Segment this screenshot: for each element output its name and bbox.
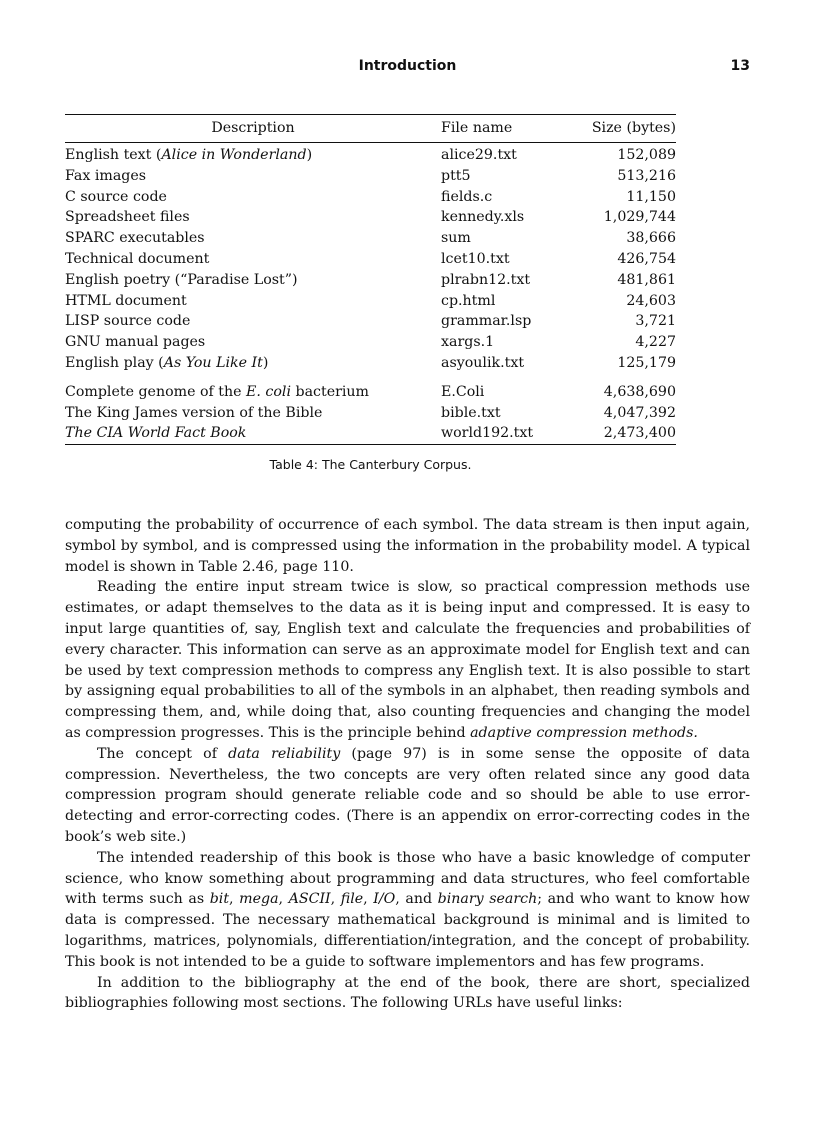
- description-italic: The CIA World Fact Book: [65, 425, 247, 442]
- cell-size: 125,179: [617, 354, 676, 371]
- description-italic: Alice in Wonderland: [161, 147, 307, 163]
- description-text: SPARC executables: [65, 230, 205, 247]
- cell-file-name: lcet10.txt: [441, 250, 510, 267]
- cell-file-name: plrabn12.txt: [441, 271, 531, 288]
- cell-size: 513,216: [617, 167, 676, 184]
- cell-size: 152,089: [617, 147, 676, 163]
- description-text: Fax images: [65, 167, 147, 184]
- table-row: [65, 207, 676, 228]
- page-number: 13: [730, 58, 750, 74]
- cell-file-name: grammar.lsp: [441, 313, 532, 330]
- table-row: [65, 332, 676, 353]
- term-ascii: ASCII: [288, 891, 331, 908]
- table-group-2: [65, 382, 676, 445]
- table-row: [65, 143, 676, 166]
- table-row: [65, 249, 676, 270]
- paragraph-4: [65, 848, 750, 973]
- paragraph-2-text: Reading the entire input stream twice is slow, so practical compression methods use estimates, or adapt themselves to the data as it is being input and compressed. It is easy to input large quantities of, say, English text and calculate the frequencies and probabilities of every character. This information can serve as an approximate model for English text and can be used by text compression methods to compress any English text. It is also possible to start by assigning equal probabilities to all of the symbols in an alphabet, then reading symbols and compressing them, and, while doing that, also counting frequencies and changing the model as compression progresses. This is the principle behind: [65, 579, 750, 741]
- cell-file-name: world192.txt: [441, 425, 534, 442]
- paragraph-3-text-b: (page 97) is in some sense the opposite of data compression. Nevertheless, the two concepts are very often related since any good data compression program should generate reliable code and so should be able to use error-detecting and error-correcting codes. (There is an appendix on error-correcting codes in the book’s web site.): [65, 745, 750, 845]
- cell-description: [65, 332, 441, 353]
- cell-size: 481,861: [617, 271, 676, 288]
- cell-description: [65, 270, 441, 291]
- table-row: [65, 423, 676, 444]
- cell-description: [65, 291, 441, 312]
- chapter-title: Introduction: [358, 58, 457, 74]
- cell-description: [65, 423, 441, 444]
- cell-file-name: ptt5: [441, 167, 471, 184]
- description-text: English poetry (“Paradise Lost”): [65, 271, 298, 288]
- cell-file-name: bible.txt: [441, 404, 501, 421]
- cell-file-name: cp.html: [441, 292, 496, 309]
- cell-description: [65, 207, 441, 228]
- cell-size: 24,603: [626, 292, 676, 309]
- group-spacer: [65, 374, 676, 382]
- body-text: [65, 515, 750, 1014]
- column-header-size: Size (bytes): [591, 120, 676, 136]
- description-text: ): [262, 354, 269, 371]
- paragraph-3-text-a: The concept of: [97, 745, 229, 762]
- table-row: [65, 403, 676, 424]
- cell-size: 4,047,392: [603, 404, 676, 421]
- table-header-row: [65, 115, 676, 143]
- description-text: Technical document: [65, 250, 210, 267]
- table-row: [65, 353, 676, 374]
- column-header-file-name: File name: [441, 120, 513, 136]
- cell-size: 2,473,400: [603, 425, 676, 442]
- cell-size: 38,666: [626, 230, 676, 247]
- emphasis-data-reliability: data reliability: [228, 745, 341, 762]
- description-text: Spreadsheet files: [65, 209, 190, 226]
- cell-file-name: xargs.1: [441, 334, 495, 351]
- cell-description: [65, 403, 441, 424]
- table-row: [65, 382, 676, 403]
- cell-size: 426,754: [617, 250, 676, 267]
- table-group-1: [65, 143, 676, 374]
- term-io: I/O: [373, 891, 396, 908]
- table-row: [65, 228, 676, 249]
- running-header: [65, 58, 750, 80]
- description-italic: E. coli: [246, 383, 291, 400]
- description-text: English play (: [65, 354, 164, 371]
- cell-size: 4,227: [635, 334, 676, 351]
- cell-description: [65, 382, 441, 403]
- term-bit: bit: [209, 891, 230, 908]
- column-header-description: Description: [211, 120, 295, 136]
- paragraph-5: In addition to the bibliography at the end of the book, there are short, specialized bibliographies following most sections. The following URLs have useful links:: [65, 974, 750, 1012]
- cell-description: [65, 249, 441, 270]
- separator: , and: [395, 891, 438, 908]
- table-row: [65, 311, 676, 332]
- description-text: ): [306, 147, 313, 163]
- table-row: [65, 166, 676, 187]
- description-text: LISP source code: [65, 313, 191, 330]
- cell-size: 11,150: [626, 188, 676, 205]
- canterbury-corpus-table: [65, 114, 676, 447]
- cell-file-name: alice29.txt: [441, 147, 517, 163]
- cell-size: 4,638,690: [603, 383, 676, 400]
- cell-file-name: E.Coli: [441, 383, 485, 400]
- table-row: [65, 270, 676, 291]
- paragraph-1: computing the probability of occurrence of each symbol. The data stream is then input again, symbol by symbol, and is compressed using the information in the probability model. A typical model is shown in Table 2.46, page 110.: [65, 517, 750, 575]
- separator: ,: [330, 891, 341, 908]
- emphasis-adaptive-compression: adaptive compression methods.: [470, 724, 698, 741]
- description-italic: As You Like It: [163, 354, 263, 371]
- description-text: C source code: [65, 188, 167, 205]
- description-text: English text (: [65, 147, 162, 163]
- description-text: bacterium: [291, 383, 370, 400]
- cell-description: [65, 187, 441, 208]
- cell-description: [65, 143, 441, 166]
- paragraph-3: [65, 744, 750, 848]
- table-row: [65, 187, 676, 208]
- cell-file-name: asyoulik.txt: [441, 354, 525, 371]
- description-text: HTML document: [65, 292, 187, 309]
- separator: ,: [278, 891, 289, 908]
- term-mega: mega: [239, 891, 279, 908]
- paragraph-2: [65, 577, 750, 743]
- separator: ,: [363, 891, 374, 908]
- cell-description: [65, 311, 441, 332]
- term-file: file: [340, 891, 364, 908]
- cell-description: [65, 166, 441, 187]
- description-text: Complete genome of the: [65, 383, 247, 400]
- table-bottom-rule: [65, 445, 676, 448]
- cell-file-name: sum: [441, 230, 471, 247]
- cell-file-name: fields.c: [441, 188, 493, 205]
- table-caption: Table 4: The Canterbury Corpus.: [269, 457, 472, 472]
- separator: ,: [229, 891, 240, 908]
- cell-size: 3,721: [635, 313, 676, 330]
- term-binary-search: binary search: [437, 891, 538, 908]
- paragraph-4-text-a: The intended readership of this book is those who have a basic knowledge of computer science, who know something about programming and data structures, who feel comfortable with terms such as: [65, 849, 750, 908]
- cell-file-name: kennedy.xls: [441, 209, 525, 226]
- cell-size: 1,029,744: [603, 209, 676, 226]
- description-text: The King James version of the Bible: [65, 404, 323, 421]
- cell-description: [65, 353, 441, 374]
- description-text: GNU manual pages: [65, 334, 206, 351]
- paragraph-4-text-b: ; and who want to know how data is compressed. The necessary mathematical background is minimal and is limited to logarithms, matrices, polynomials, differentiation/integration, and the concept of probability. This book is not intended to be a guide to software implementors and has few programs.: [65, 891, 750, 970]
- cell-description: [65, 228, 441, 249]
- table-row: [65, 291, 676, 312]
